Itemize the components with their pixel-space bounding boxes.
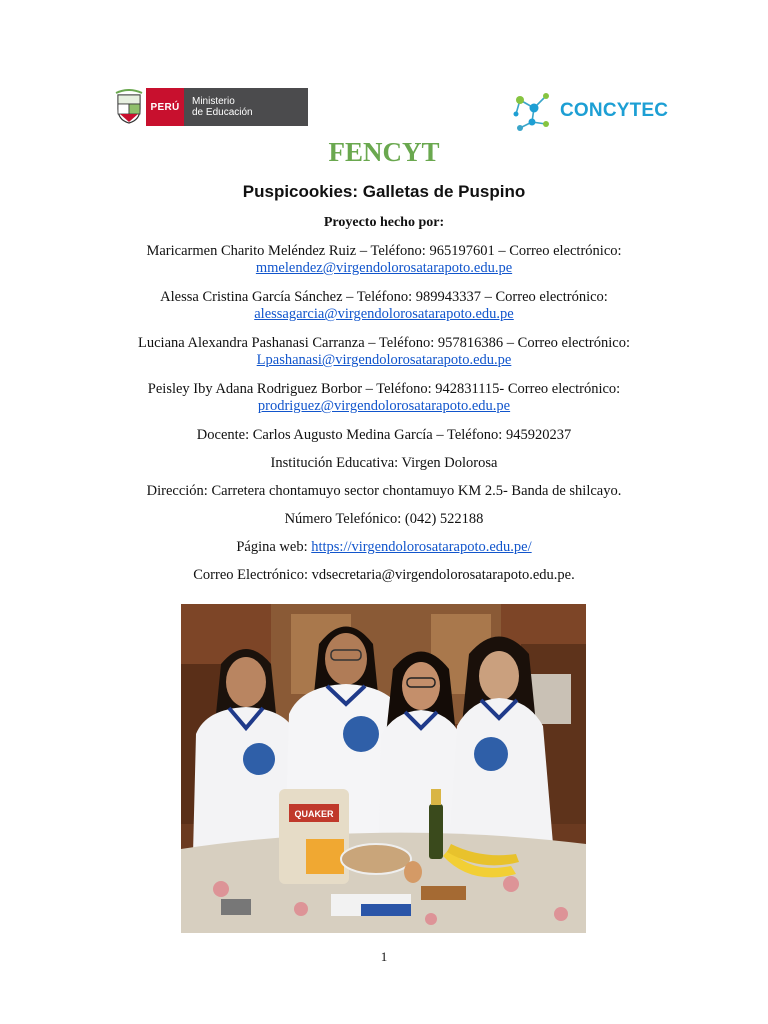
author-2-email-link[interactable]: alessagarcia@virgendolorosatarapoto.edu.pe (254, 306, 514, 322)
peru-coat-of-arms-icon (112, 88, 146, 126)
institution-info: Institución Educativa: Virgen Dolorosa (270, 455, 498, 471)
website-info (0, 539, 768, 556)
website-label: Página web: (236, 539, 312, 555)
ministerio-educacion-logo (112, 88, 308, 126)
author-2-line: Alessa Cristina García Sánchez – Teléfono: 989943337 – Correo electrónico: (160, 289, 608, 305)
author-3-line: Luciana Alexandra Pashanasi Carranza – Teléfono: 957816386 – Correo electrónico: (138, 335, 630, 351)
author-4-email-link[interactable]: prodriguez@virgendolorosatarapoto.edu.pe (257, 398, 511, 414)
author-1 (0, 243, 768, 277)
website-link[interactable]: https://virgendolorosatarapoto.edu.pe/ (311, 539, 532, 555)
author-3 (0, 335, 768, 369)
document-subtitle: Puspicookies: Galletas de Puspino (242, 182, 526, 201)
author-2 (0, 289, 768, 323)
phone-info: Número Telefónico: (042) 522188 (284, 511, 484, 527)
ministry-line-2: de Educación (192, 107, 253, 118)
author-4 (0, 381, 768, 415)
page-number: 1 (380, 949, 388, 964)
email-info: Correo Electrónico: vdsecretaria@virgendolorosatarapoto.edu.pe. (193, 567, 575, 583)
mixing-bowl (341, 844, 411, 874)
teacher-info: Docente: Carlos Augusto Medina García – Teléfono: 945920237 (196, 427, 572, 443)
oats-package-brand: QUAKER (294, 809, 334, 819)
students-photo (181, 604, 586, 933)
ministry-line-1: Ministerio (192, 96, 235, 107)
address-info: Dirección: Carretera chontamuyo sector chontamuyo KM 2.5- Banda de shilcayo. (146, 483, 622, 499)
molecule-icon (510, 88, 556, 134)
peru-label: PERÚ (146, 88, 184, 126)
concytec-logo (510, 88, 670, 134)
made-by-heading: Proyecto hecho por: (323, 215, 445, 230)
egg (404, 861, 422, 883)
author-1-line: Maricarmen Charito Meléndez Ruiz – Teléfono: 965197601 – Correo electrónico: (146, 243, 622, 259)
document-title: FENCYT (328, 137, 440, 167)
concytec-label: CONCYTEC (560, 100, 669, 121)
author-1-email-link[interactable]: mmelendez@virgendolorosatarapoto.edu.pe (255, 260, 513, 276)
author-3-email-link[interactable]: Lpashanasi@virgendolorosatarapoto.edu.pe (256, 352, 512, 368)
author-4-line: Peisley Iby Adana Rodriguez Borbor – Teléfono: 942831115- Correo electrónico: (147, 381, 621, 397)
ministry-name (184, 88, 308, 126)
oil-bottle (429, 804, 443, 859)
